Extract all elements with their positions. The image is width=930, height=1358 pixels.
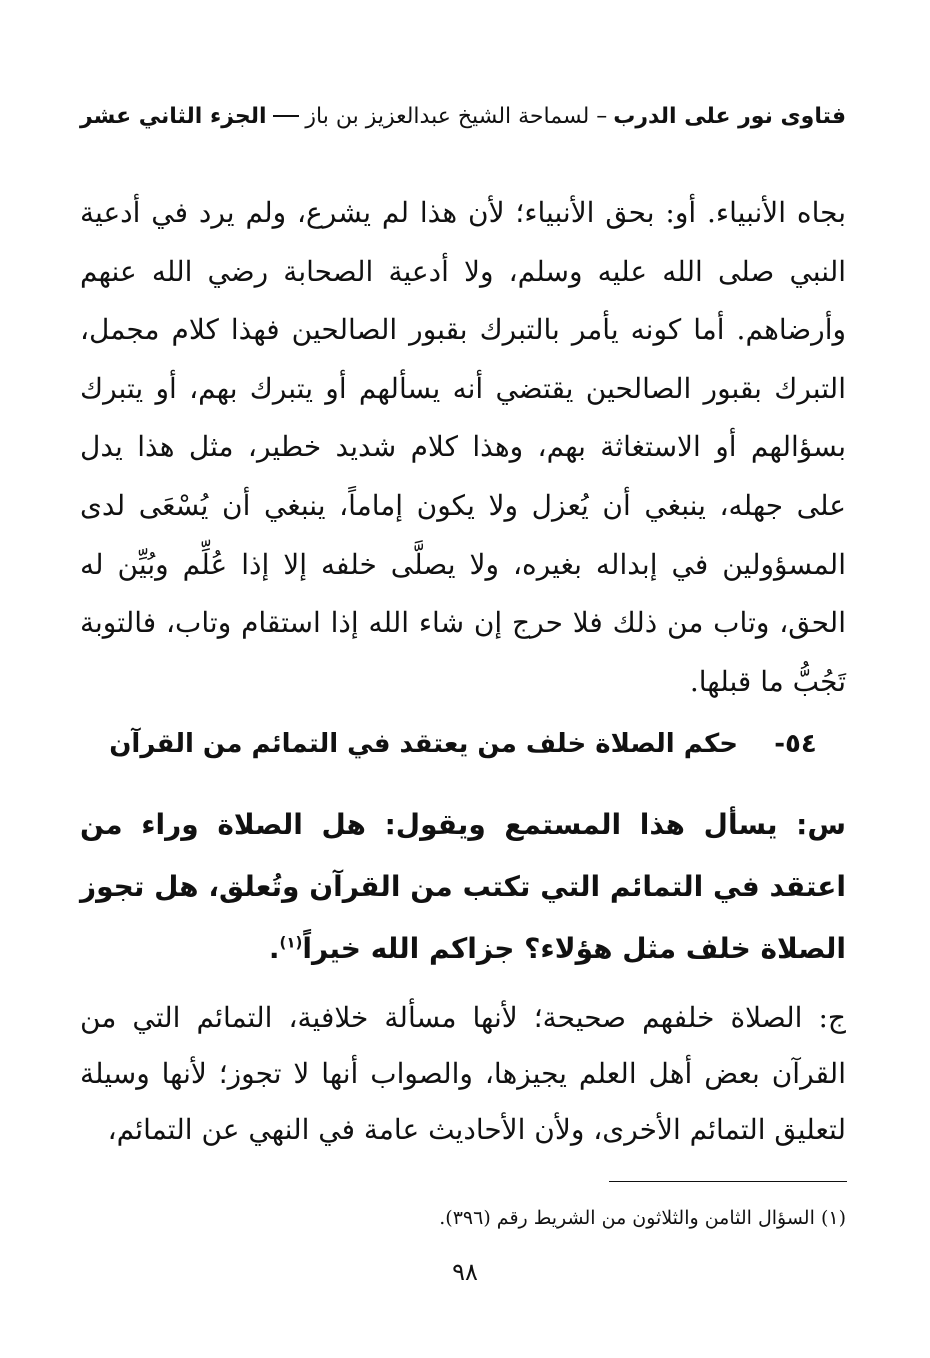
- question-block: [80, 794, 846, 980]
- footnote-text: السؤال الثامن والثلاثون من الشريط رقم (٣٩٦).: [439, 1207, 815, 1229]
- answer-label: ج:: [818, 1001, 846, 1034]
- section-title-text: حكم الصلاة خلف من يعتقد في التمائم من القرآن: [109, 729, 738, 759]
- section-heading: [80, 722, 846, 766]
- answer-block: [80, 990, 846, 1158]
- question-end: .: [268, 932, 280, 965]
- running-header: [80, 96, 846, 136]
- book-title: فتاوى نور على الدرب: [613, 103, 846, 129]
- footnote-marker: (١): [820, 1207, 846, 1229]
- footnote-reference: (١): [279, 933, 303, 952]
- section-number: ٥٤-: [774, 729, 817, 759]
- paragraph-text: بجاه الأنبياء. أو: بحق الأنبياء؛ لأن هذا لم يشرع، ولم يرد في أدعية النبي صلى الله عليه وسلم، ولا أدعية الصحابة رضي الله عنهم وأرضاهم. أما كونه يأمر بالتبرك بقبور الصالحين فهذا كلام مجمل، التبرك بقبور الصالحين يقتضي أنه يسألهم أو يتبرك بهم، أو يتبرك بسؤالهم أو الاستغاثة بهم، وهذا كلام شديد خطير، مثل هذا يدل على جهله، ينبغي أن يُعزل ولا يكون إماماً، ينبغي أن يُسْعَى لدى المسؤولين في إبداله بغيره، ولا يصلَّى خلفه إلا إذا عُلِّم وبُيِّن له الحق، وتاب من ذلك فلا حرج إن شاء الله إذا استقام وتاب، فالتوبة تَجُبُّ ما قبلها.: [80, 196, 846, 698]
- volume-part: الجزء الثاني عشر: [80, 103, 267, 129]
- answer-text: الصلاة خلفهم صحيحة؛ لأنها مسألة خلافية، التمائم التي من القرآن بعض أهل العلم يجيزها، والصواب أنها لا تجوز؛ لأنها وسيلة لتعليق التمائم الأخرى، ولأن الأحاديث عامة في النهي عن التمائم،: [80, 1001, 846, 1146]
- author-name: – لسماحة الشيخ عبدالعزيز بن باز: [305, 103, 608, 129]
- question-label: س:: [796, 808, 847, 841]
- footnote: [80, 1203, 846, 1233]
- page-number: ٩٨: [452, 1258, 478, 1286]
- question-text: يسأل هذا المستمع ويقول: هل الصلاة وراء من اعتقد في التمائم التي تكتب من القرآن وتُعلق، هل تجوز الصلاة خلف مثل هؤلاء؟ جزاكم الله خيراً: [80, 808, 846, 965]
- body-paragraph: [80, 184, 846, 711]
- footnote-separator: [609, 1181, 847, 1182]
- header-rule: [273, 115, 300, 117]
